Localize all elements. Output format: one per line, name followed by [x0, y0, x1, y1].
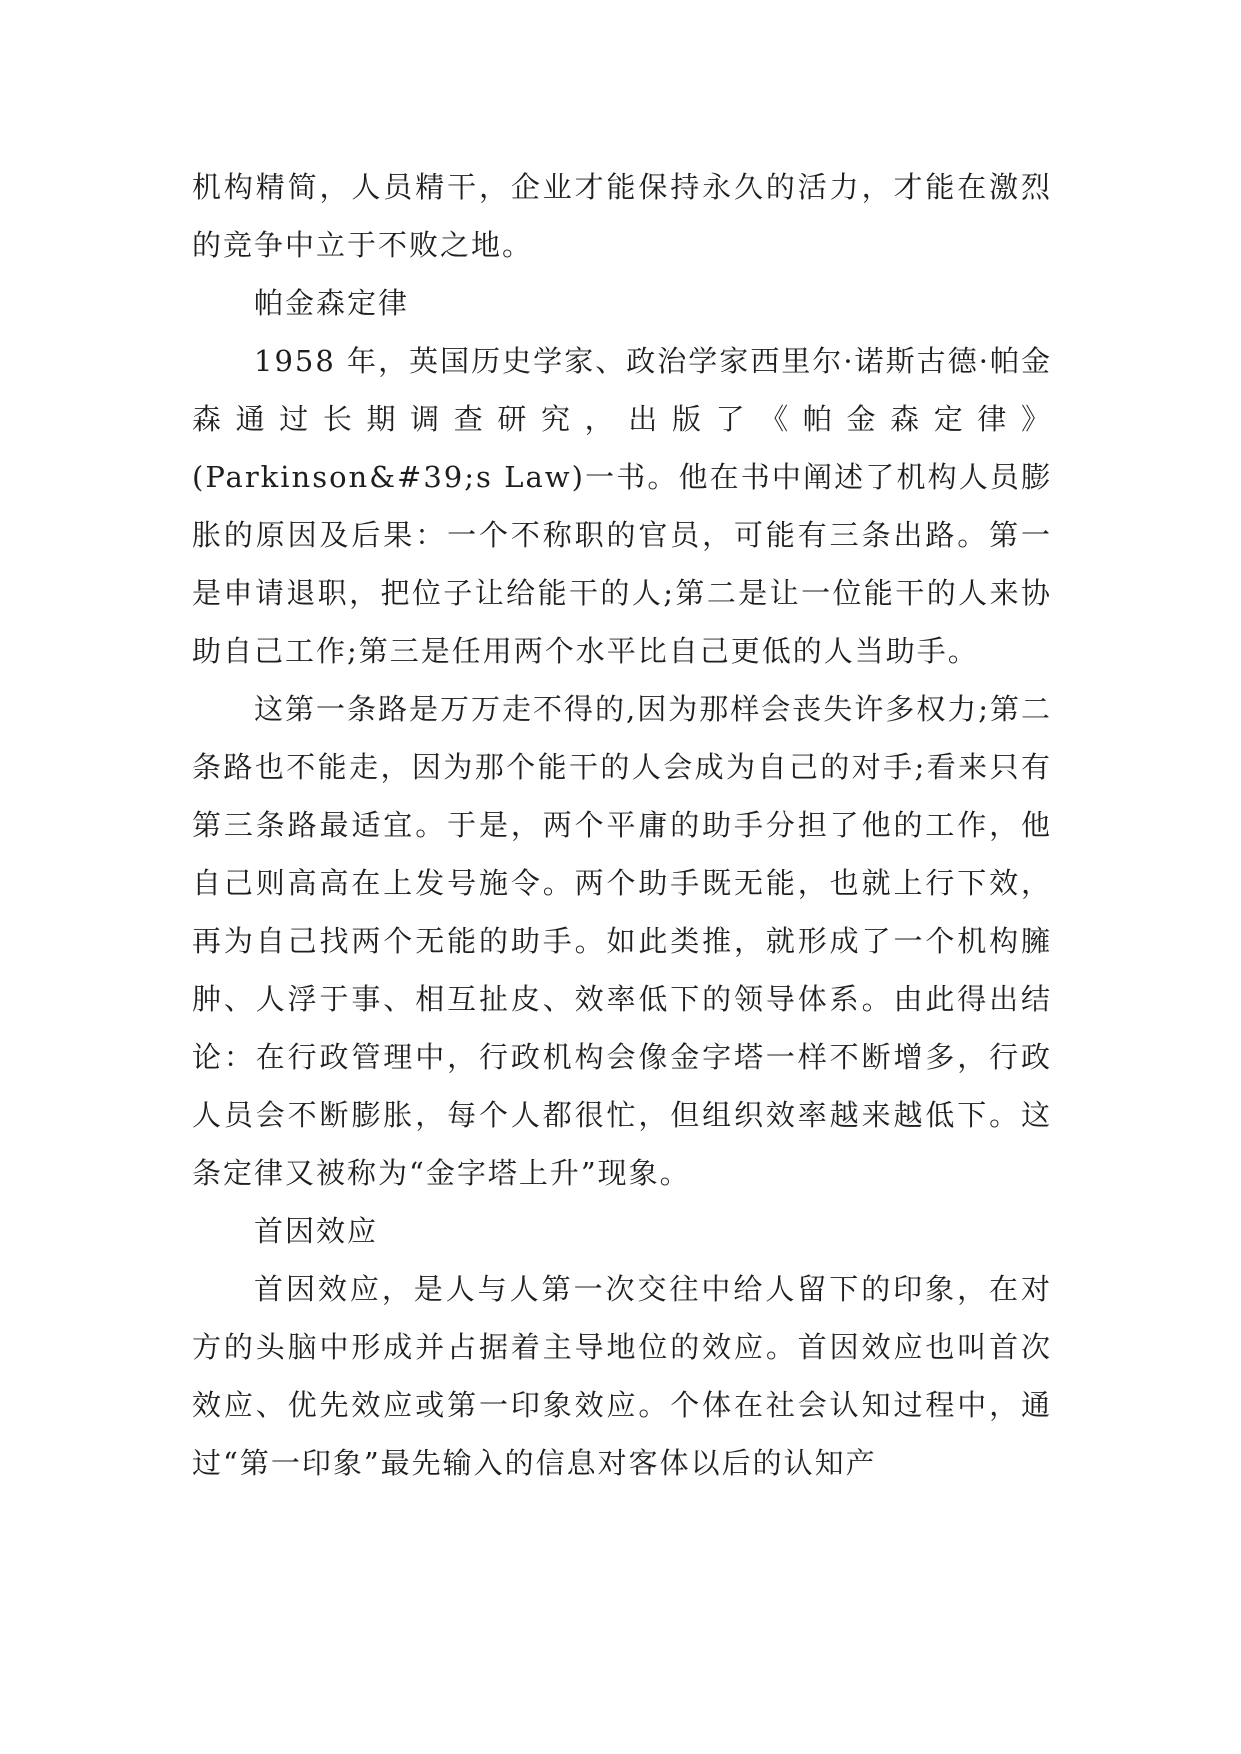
section-heading-parkinson-law: 帕金森定律: [254, 286, 410, 320]
paragraph-intro-continued: 机构精简，人员精干，企业才能保持永久的活力，才能在激烈的竞争中立于不败之地。: [192, 170, 1052, 262]
section-heading-primacy-effect: 首因效应: [254, 1214, 379, 1248]
paragraph-primacy-effect: 首因效应，是人与人第一次交往中给人留下的印象，在对方的头脑中形成并占据着主导地位的效应。首因效应也叫首次效应、优先效应或第一印象效应。个体在社会认知过程中，通过“第一印象”最先输入的信息对客体以后的认知产: [192, 1272, 1052, 1480]
document-body: [192, 158, 1052, 1492]
paragraph-parkinson-origin: 1958 年，英国历史学家、政治学家西里尔·诺斯古德·帕金森通过长期调查研究，出版了《帕金森定律》(Parkinson&#39;s Law)一书。他在书中阐述了机构人员膨胀的原因及后果：一个不称职的官员，可能有三条出路。第一是申请退职，把位子让给能干的人;第二是让一位能干的人来协助自己工作;第三是任用两个水平比自己更低的人当助手。: [192, 344, 1052, 668]
paragraph-parkinson-conclusion: 这第一条路是万万走不得的,因为那样会丧失许多权力;第二条路也不能走，因为那个能干的人会成为自己的对手;看来只有第三条路最适宜。于是，两个平庸的助手分担了他的工作，他自己则高高在上发号施令。两个助手既无能，也就上行下效，再为自己找两个无能的助手。如此类推，就形成了一个机构臃肿、人浮于事、相互扯皮、效率低下的领导体系。由此得出结论：在行政管理中，行政机构会像金字塔一样不断增多，行政人员会不断膨胀，每个人都很忙，但组织效率越来越低下。这条定律又被称为“金字塔上升”现象。: [192, 692, 1052, 1190]
